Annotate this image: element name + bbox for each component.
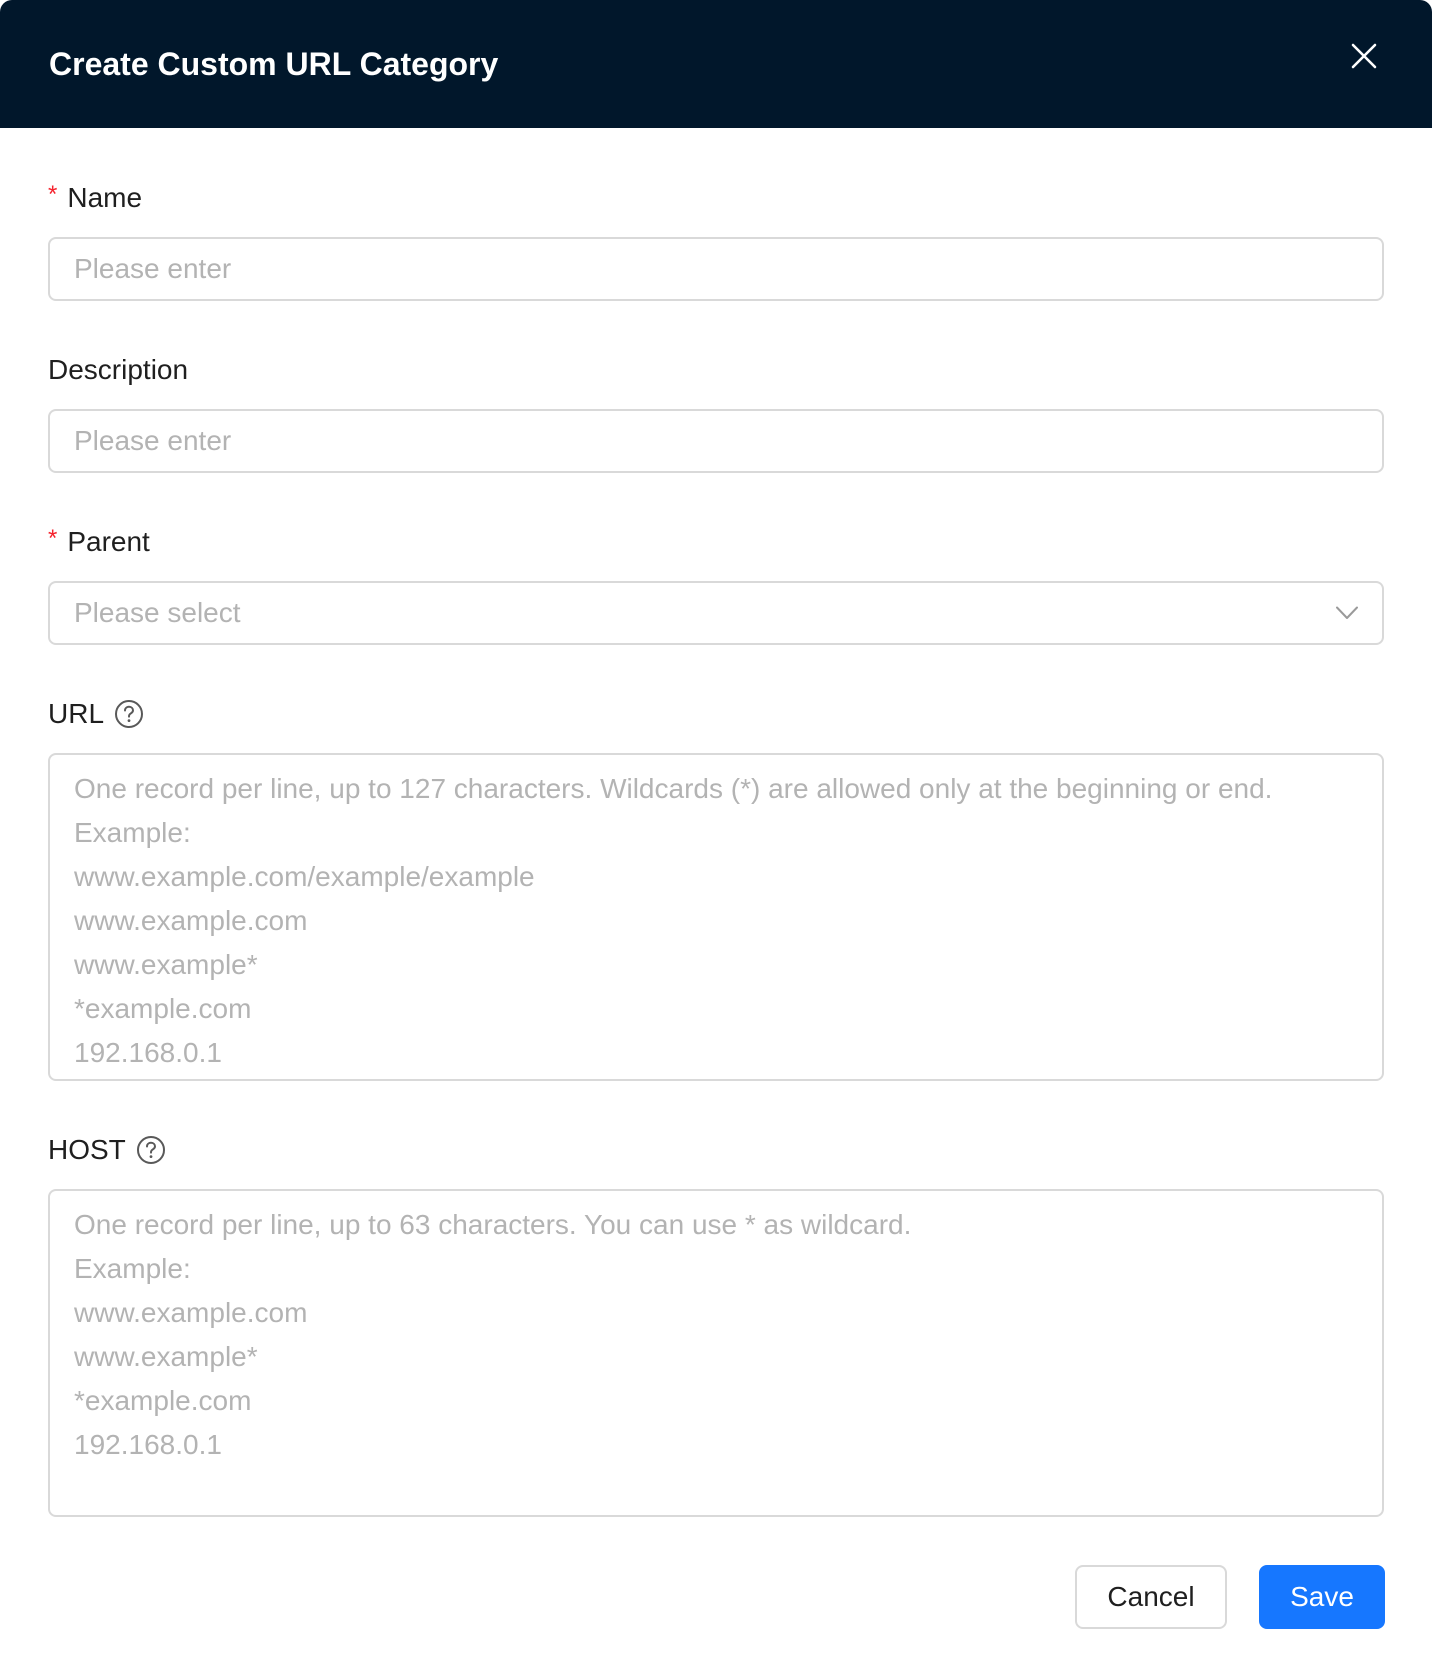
dialog-header xyxy=(0,0,1432,128)
url-textarea[interactable] xyxy=(48,753,1384,1081)
parent-label xyxy=(48,522,150,562)
save-button[interactable]: Save xyxy=(1259,1565,1385,1629)
description-label xyxy=(48,350,188,390)
host-textarea[interactable] xyxy=(48,1189,1384,1517)
cancel-button[interactable]: Cancel xyxy=(1075,1565,1227,1629)
close-button[interactable] xyxy=(1346,38,1382,74)
chevron-down-icon xyxy=(1336,606,1358,620)
question-circle-icon[interactable] xyxy=(136,1135,166,1165)
description-label-text: Description xyxy=(48,354,189,385)
url-label xyxy=(48,694,144,734)
required-mark: * xyxy=(48,181,58,208)
host-label xyxy=(48,1130,166,1170)
name-label-text: Name xyxy=(67,182,143,213)
parent-label-text: Parent xyxy=(67,526,150,557)
question-circle-icon[interactable] xyxy=(114,699,144,729)
required-mark: * xyxy=(48,525,58,552)
host-label-text: HOST xyxy=(48,1134,126,1165)
description-input[interactable] xyxy=(48,409,1384,473)
parent-select[interactable] xyxy=(48,581,1384,645)
dialog-title: Create Custom URL Category xyxy=(49,46,499,82)
name-input[interactable] xyxy=(48,237,1384,301)
url-label-text: URL xyxy=(48,698,105,729)
name-label xyxy=(48,178,142,218)
close-icon xyxy=(1351,43,1377,69)
parent-select-placeholder: Please select xyxy=(74,597,241,628)
